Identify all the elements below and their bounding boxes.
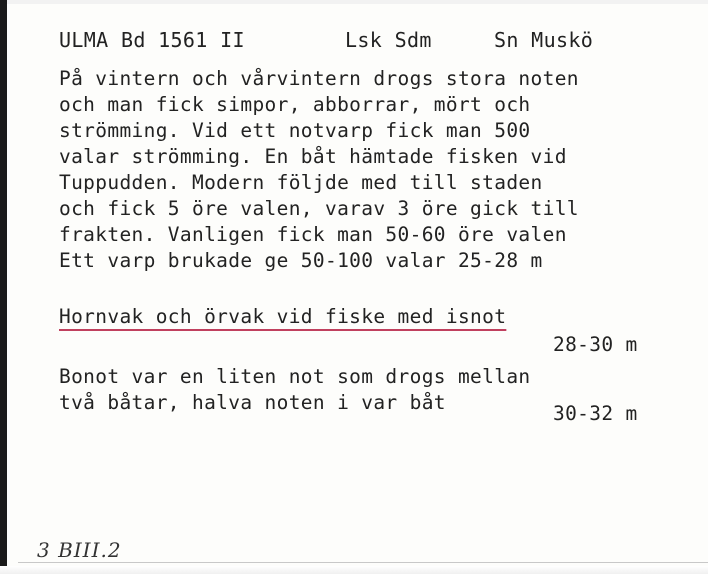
card-top-edge [7,0,708,4]
handwritten-annotation: 3 BIII.2 [37,538,122,562]
card-bottom-rule [18,562,708,563]
measurement-depth-2: 30-32 m [553,402,638,425]
paragraph3-line-2: två båtar, halva noten i var båt [59,391,446,414]
card-left-edge [0,0,7,574]
paragraph1-line-8: Ett varp brukade ge 50-100 valar 25-28 m [59,249,543,272]
socken-label: Sn Muskö [494,28,594,52]
paragraph3-line-1: Bonot var en liten not som drogs mellan [59,365,531,388]
paragraph1-line-6: och fick 5 öre valen, varav 3 öre gick till [59,197,579,220]
paragraph1-line-3: strömming. Vid ett notvarp fick man 500 [59,119,531,142]
card-bottom-edge [0,566,708,574]
landskap-label: Lsk Sdm [345,28,432,52]
measurement-depth-1: 28-30 m [553,333,638,356]
paragraph1-line-1: På vintern och vårvintern drogs stora noten [59,67,579,90]
paragraph1-line-4: valar strömming. En båt hämtade fisken vid [59,145,567,168]
paragraph1-line-2: och man fick simpor, abborrar, mört och [59,93,531,116]
section-heading: Hornvak och örvak vid fiske med isnot [59,305,507,328]
paragraph1-line-5: Tuppudden. Modern följde med till staden [59,171,543,194]
archive-reference: ULMA Bd 1561 II [59,28,245,52]
paragraph1-line-7: frakten. Vanligen fick man 50-60 öre valen [59,223,567,246]
